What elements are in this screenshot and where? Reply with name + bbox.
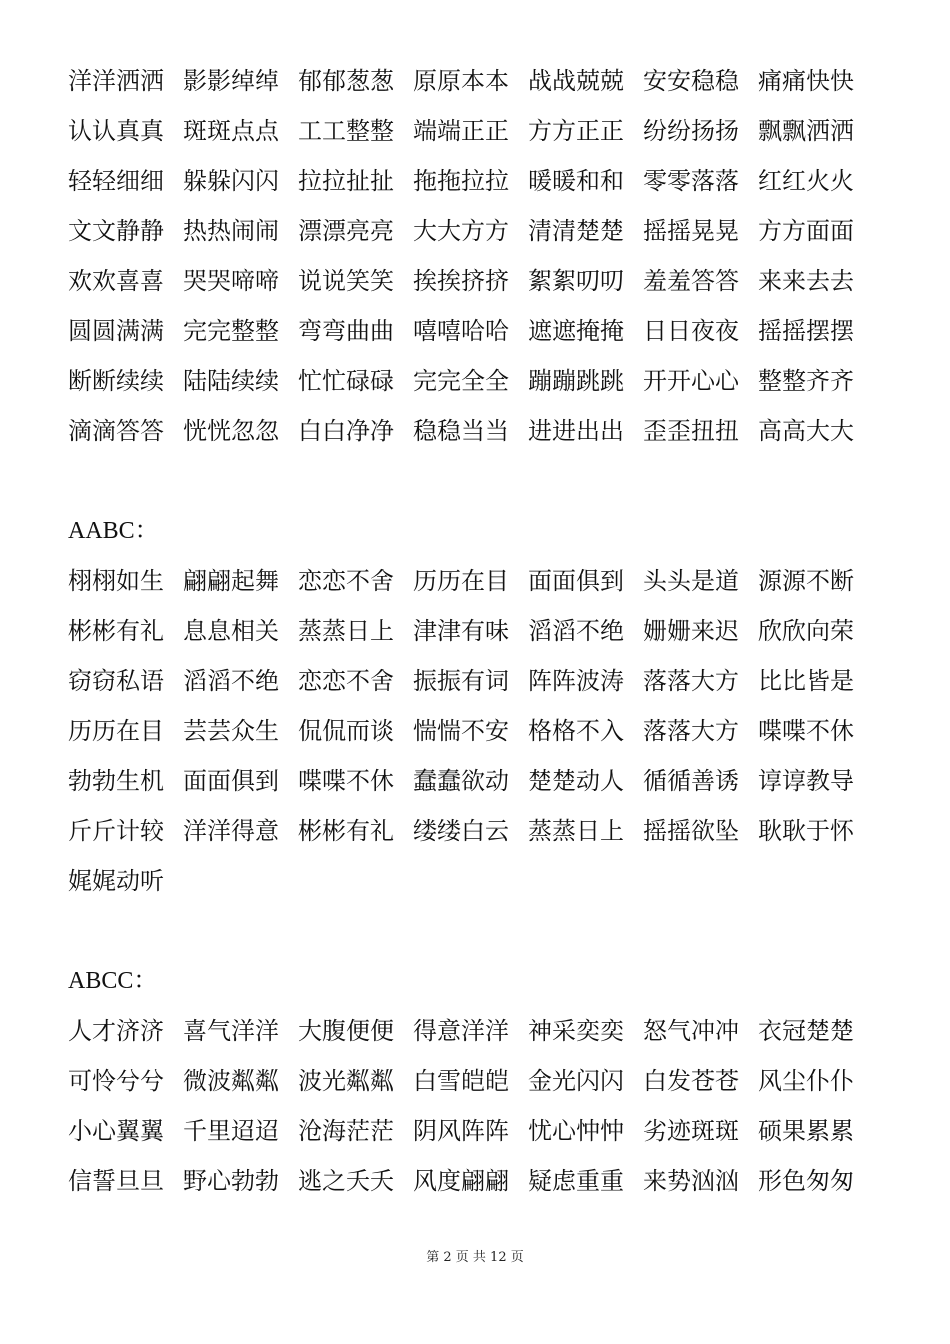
idiom-word: 高高大大 bbox=[758, 417, 854, 445]
idiom-word: 金光闪闪 bbox=[528, 1067, 624, 1095]
section-gap bbox=[68, 906, 888, 956]
idiom-word: 滔滔不绝 bbox=[183, 667, 279, 695]
idiom-word: 人才济济 bbox=[68, 1017, 164, 1045]
word-row bbox=[68, 1106, 888, 1156]
idiom-word: 漂漂亮亮 bbox=[298, 217, 394, 245]
word-row bbox=[68, 156, 888, 206]
idiom-word: 阵阵波涛 bbox=[528, 667, 624, 695]
idiom-word: 红红火火 bbox=[758, 167, 854, 195]
idiom-word: 断断续续 bbox=[68, 367, 164, 395]
word-row bbox=[68, 306, 888, 356]
idiom-word: 神采奕奕 bbox=[528, 1017, 624, 1045]
section-heading: AABC： bbox=[68, 518, 159, 544]
idiom-word: 滔滔不绝 bbox=[528, 617, 624, 645]
idiom-word: 阴风阵阵 bbox=[413, 1117, 509, 1145]
idiom-word: 缕缕白云 bbox=[413, 817, 509, 845]
idiom-word: 形色匆匆 bbox=[758, 1167, 854, 1195]
idiom-word: 欢欢喜喜 bbox=[68, 267, 164, 295]
idiom-word: 絮絮叨叨 bbox=[528, 267, 624, 295]
idiom-word: 大大方方 bbox=[413, 217, 509, 245]
idiom-word: 轻轻细细 bbox=[68, 167, 164, 195]
idiom-word: 惴惴不安 bbox=[413, 717, 509, 745]
word-row bbox=[68, 756, 888, 806]
idiom-word: 历历在目 bbox=[68, 717, 164, 745]
idiom-word: 清清楚楚 bbox=[528, 217, 624, 245]
idiom-word: 源源不断 bbox=[758, 567, 854, 595]
word-row bbox=[68, 206, 888, 256]
idiom-word: 文文静静 bbox=[68, 217, 164, 245]
idiom-word: 痛痛快快 bbox=[758, 67, 854, 95]
idiom-word: 恋恋不舍 bbox=[298, 667, 394, 695]
idiom-word: 比比皆是 bbox=[758, 667, 854, 695]
word-row bbox=[68, 56, 888, 106]
idiom-word: 息息相关 bbox=[183, 617, 279, 645]
idiom-word: 拖拖拉拉 bbox=[413, 167, 509, 195]
idiom-word: 格格不入 bbox=[528, 717, 624, 745]
idiom-word: 沧海茫茫 bbox=[298, 1117, 394, 1145]
idiom-word: 遮遮掩掩 bbox=[528, 317, 624, 345]
word-row bbox=[68, 356, 888, 406]
idiom-word: 洋洋洒洒 bbox=[68, 67, 164, 95]
idiom-word: 落落大方 bbox=[643, 667, 739, 695]
section-gap bbox=[68, 456, 888, 506]
idiom-word: 摇摇摆摆 bbox=[758, 317, 854, 345]
idiom-word: 热热闹闹 bbox=[183, 217, 279, 245]
idiom-word: 挨挨挤挤 bbox=[413, 267, 509, 295]
word-row bbox=[68, 656, 888, 706]
section-aabc bbox=[68, 506, 888, 906]
idiom-word: 斑斑点点 bbox=[183, 117, 279, 145]
idiom-word: 面面俱到 bbox=[528, 567, 624, 595]
idiom-word: 方方正正 bbox=[528, 117, 624, 145]
word-row bbox=[68, 1156, 888, 1206]
idiom-word: 弯弯曲曲 bbox=[298, 317, 394, 345]
idiom-word: 楚楚动人 bbox=[528, 767, 624, 795]
idiom-word: 哭哭啼啼 bbox=[183, 267, 279, 295]
idiom-word: 陆陆续续 bbox=[183, 367, 279, 395]
idiom-word: 落落大方 bbox=[643, 717, 739, 745]
idiom-word: 蒸蒸日上 bbox=[298, 617, 394, 645]
idiom-word: 千里迢迢 bbox=[183, 1117, 279, 1145]
idiom-word: 野心勃勃 bbox=[183, 1167, 279, 1195]
idiom-word: 喜气洋洋 bbox=[183, 1017, 279, 1045]
section-aabb bbox=[68, 56, 888, 456]
idiom-word: 端端正正 bbox=[413, 117, 509, 145]
idiom-word: 白发苍苍 bbox=[643, 1067, 739, 1095]
section-abcc bbox=[68, 956, 888, 1206]
idiom-word: 忧心忡忡 bbox=[528, 1117, 624, 1145]
idiom-word: 信誓旦旦 bbox=[68, 1167, 164, 1195]
idiom-word: 歪歪扭扭 bbox=[643, 417, 739, 445]
idiom-word: 谆谆教导 bbox=[758, 767, 854, 795]
idiom-word: 洋洋得意 bbox=[183, 817, 279, 845]
idiom-word: 可怜兮兮 bbox=[68, 1067, 164, 1095]
idiom-word: 蹦蹦跳跳 bbox=[528, 367, 624, 395]
idiom-word: 小心翼翼 bbox=[68, 1117, 164, 1145]
idiom-word: 劣迹斑斑 bbox=[643, 1117, 739, 1145]
idiom-word: 来势汹汹 bbox=[643, 1167, 739, 1195]
idiom-word: 认认真真 bbox=[68, 117, 164, 145]
idiom-word: 历历在目 bbox=[413, 567, 509, 595]
idiom-word: 躲躲闪闪 bbox=[183, 167, 279, 195]
idiom-word: 微波粼粼 bbox=[183, 1067, 279, 1095]
idiom-word: 战战兢兢 bbox=[528, 67, 624, 95]
idiom-word: 原原本本 bbox=[413, 67, 509, 95]
word-row bbox=[68, 406, 888, 456]
idiom-word: 稳稳当当 bbox=[413, 417, 509, 445]
idiom-word: 进进出出 bbox=[528, 417, 624, 445]
idiom-word: 蒸蒸日上 bbox=[528, 817, 624, 845]
idiom-word: 娓娓动听 bbox=[68, 867, 164, 895]
idiom-word: 逃之夭夭 bbox=[298, 1167, 394, 1195]
idiom-word: 整整齐齐 bbox=[758, 367, 854, 395]
idiom-word: 开开心心 bbox=[643, 367, 739, 395]
idiom-word: 工工整整 bbox=[298, 117, 394, 145]
word-row bbox=[68, 1056, 888, 1106]
idiom-word: 安安稳稳 bbox=[643, 67, 739, 95]
idiom-word: 津津有味 bbox=[413, 617, 509, 645]
idiom-word: 疑虑重重 bbox=[528, 1167, 624, 1195]
section-heading: ABCC： bbox=[68, 968, 158, 994]
idiom-word: 郁郁葱葱 bbox=[298, 67, 394, 95]
idiom-word: 得意洋洋 bbox=[413, 1017, 509, 1045]
idiom-word: 飘飘洒洒 bbox=[758, 117, 854, 145]
idiom-word: 白白净净 bbox=[298, 417, 394, 445]
idiom-word: 怒气冲冲 bbox=[643, 1017, 739, 1045]
idiom-word: 波光粼粼 bbox=[298, 1067, 394, 1095]
word-row bbox=[68, 606, 888, 656]
word-row bbox=[68, 706, 888, 756]
idiom-word: 耿耿于怀 bbox=[758, 817, 854, 845]
idiom-word: 日日夜夜 bbox=[643, 317, 739, 345]
idiom-word: 姗姗来迟 bbox=[643, 617, 739, 645]
idiom-word: 彬彬有礼 bbox=[68, 617, 164, 645]
idiom-word: 摇摇欲坠 bbox=[643, 817, 739, 845]
idiom-word: 蠢蠢欲动 bbox=[413, 767, 509, 795]
idiom-word: 循循善诱 bbox=[643, 767, 739, 795]
idiom-word: 说说笑笑 bbox=[298, 267, 394, 295]
idiom-word: 彬彬有礼 bbox=[298, 817, 394, 845]
idiom-word: 来来去去 bbox=[758, 267, 854, 295]
document-page bbox=[68, 56, 888, 1206]
idiom-word: 恍恍忽忽 bbox=[183, 417, 279, 445]
idiom-word: 风尘仆仆 bbox=[758, 1067, 854, 1095]
idiom-word: 拉拉扯扯 bbox=[298, 167, 394, 195]
idiom-word: 羞羞答答 bbox=[643, 267, 739, 295]
idiom-word: 侃侃而谈 bbox=[298, 717, 394, 745]
idiom-word: 滴滴答答 bbox=[68, 417, 164, 445]
idiom-word: 窃窃私语 bbox=[68, 667, 164, 695]
idiom-word: 纷纷扬扬 bbox=[643, 117, 739, 145]
idiom-word: 大腹便便 bbox=[298, 1017, 394, 1045]
word-row bbox=[68, 856, 888, 906]
idiom-word: 衣冠楚楚 bbox=[758, 1017, 854, 1045]
page-footer: 第 2 页 共 12 页 bbox=[426, 1250, 524, 1265]
idiom-word: 白雪皑皑 bbox=[413, 1067, 509, 1095]
idiom-word: 完完全全 bbox=[413, 367, 509, 395]
idiom-word: 斤斤计较 bbox=[68, 817, 164, 845]
idiom-word: 圆圆满满 bbox=[68, 317, 164, 345]
idiom-word: 摇摇晃晃 bbox=[643, 217, 739, 245]
word-row bbox=[68, 1006, 888, 1056]
idiom-word: 面面俱到 bbox=[183, 767, 279, 795]
idiom-word: 勃勃生机 bbox=[68, 767, 164, 795]
word-row bbox=[68, 806, 888, 856]
word-row bbox=[68, 256, 888, 306]
idiom-word: 硕果累累 bbox=[758, 1117, 854, 1145]
idiom-word: 暖暖和和 bbox=[528, 167, 624, 195]
idiom-word: 影影绰绰 bbox=[183, 67, 279, 95]
idiom-word: 忙忙碌碌 bbox=[298, 367, 394, 395]
idiom-word: 欣欣向荣 bbox=[758, 617, 854, 645]
idiom-word: 喋喋不休 bbox=[298, 767, 394, 795]
idiom-word: 头头是道 bbox=[643, 567, 739, 595]
idiom-word: 喋喋不休 bbox=[758, 717, 854, 745]
word-row bbox=[68, 556, 888, 606]
word-row bbox=[68, 106, 888, 156]
idiom-word: 振振有词 bbox=[413, 667, 509, 695]
idiom-word: 零零落落 bbox=[643, 167, 739, 195]
idiom-word: 风度翩翩 bbox=[413, 1167, 509, 1195]
idiom-word: 完完整整 bbox=[183, 317, 279, 345]
idiom-word: 芸芸众生 bbox=[183, 717, 279, 745]
idiom-word: 方方面面 bbox=[758, 217, 854, 245]
idiom-word: 翩翩起舞 bbox=[183, 567, 279, 595]
idiom-word: 嘻嘻哈哈 bbox=[413, 317, 509, 345]
idiom-word: 栩栩如生 bbox=[68, 567, 164, 595]
idiom-word: 恋恋不舍 bbox=[298, 567, 394, 595]
